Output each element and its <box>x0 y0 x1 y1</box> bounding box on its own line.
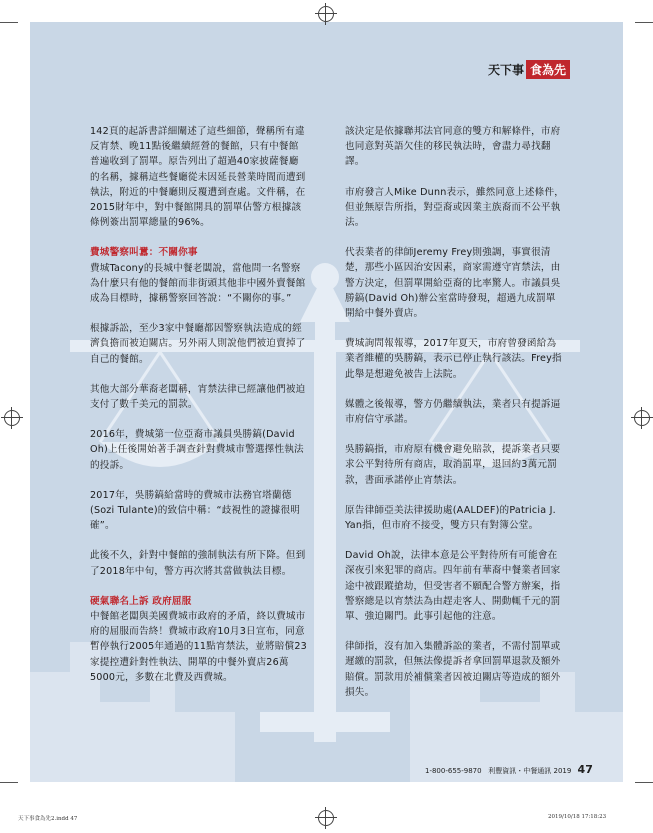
paragraph: 此後不久，針對中餐館的強制執法有所下降。但到了2018年中旬，警方再次將其當做執法目標。 <box>90 550 306 577</box>
registration-mark-icon <box>4 410 20 426</box>
paragraph: 2017年，吳勝鎬給當時的費城市法務官塔蘭德(Sozi Tulante)的致信中稱：“歧視性的證據很明確”。 <box>90 489 301 532</box>
section-tag: 食為先 <box>526 60 570 79</box>
paragraph: 根據訴訟，至少3家中餐廳都因警察執法造成的經濟負擔而被迫關店。另外兩人則說他們被迫賣掉了自己的餐館。 <box>90 323 306 365</box>
page-footer <box>425 763 593 776</box>
paragraph: 中餐館老闆與美國費城市政府的矛盾，終以費城市府的屈服而告終！費城市政府10月3日宣布，同意暫停執行2005年通過的11點宵禁法，並將賠償23家提控遭針對性執法、開單的中餐外賣店26萬5000元，多數在北費及西費城。 <box>90 611 307 683</box>
paragraph: 142頁的起訴書詳細闡述了這些細節，聲稱所有違反宵禁、晚11點後繼續經營的餐館，只有中餐館普遍收到了罰單。原告列出了超過40家披薩餐廳的名稱，據稱這些餐廳從未因延長營業時間而遭到執法，附近的中餐廳則反覆遭到查處。文件稱，在2015財年中，對中餐館開具的罰單佔警方根據該條例簽出罰單總量的96%。 <box>90 126 306 229</box>
paragraph: 原告律師亞美法律援助處(AALDEF)的Patricia J. Yan指，但市府不接受，雙方只有對簿公堂。 <box>345 504 556 532</box>
section-title: 天下事 <box>488 63 525 77</box>
paragraph: 媒體之後報導，警方仍繼續執法，業者只有提訴逼市府信守承諾。 <box>345 398 561 426</box>
print-slug-file: 天下事食為先2.indd 47 <box>18 816 78 822</box>
section-header <box>488 60 570 79</box>
footer-publication: 利豐資訊・中餐通訊 2019 <box>488 767 572 775</box>
registration-mark-icon <box>318 810 334 826</box>
subheading: 硬氣聯名上訴 政府屈服 <box>90 595 192 607</box>
paragraph: 市府發言人Mike Dunn表示，雖然同意上述條件，但並無原告所指，對亞裔或因業主族裔而不公平執法。 <box>345 186 565 229</box>
crop-mark <box>635 782 653 783</box>
subheading: 費城警察叫囂：不關你事 <box>90 247 198 259</box>
crop-mark <box>0 782 18 783</box>
page-number: 47 <box>577 763 593 776</box>
crop-mark <box>635 22 653 23</box>
right-column <box>345 124 565 715</box>
paragraph: 其他大部分華裔老闆稱，宵禁法律已經讓他們被迫支付了數千美元的罰款。 <box>90 383 306 411</box>
paragraph: 費城詢問報報導，2017年夏天，市府曾發函給為業者維權的吳勝鎬，表示已停止執行該法。Frey指此舉是想避免被告上法院。 <box>345 338 562 380</box>
registration-mark-icon <box>634 410 650 426</box>
paragraph: 該決定是依據聯邦法官同意的雙方和解條件，市府也同意對英語欠佳的移民執法時，會盡力尋找翻譯。 <box>345 126 561 168</box>
registration-mark-icon <box>318 6 334 22</box>
paragraph: 律師指，沒有加入集體訴訟的業者，不需付罰單或遲繳的罰款，但無法像提訴者拿回罰單退款及額外賠償。罰款用於補償業者因被迫關店等造成的額外損失。 <box>345 641 561 698</box>
footer-phone: 1-800-655-9870 <box>425 767 482 775</box>
paragraph: David Oh說，法律本意是公平對待所有可能會在深夜引來犯罪的商店。四年前有華裔中餐業者回家途中被跟蹤搶劫，但受害者不願配合警方辦案，指警察總是以宵禁法為由趕走客人、開動輒千元的罰單、強迫關門。此事引起他的注意。 <box>345 550 561 623</box>
print-slug-date: 2019/10/18 17:18:23 <box>548 814 607 820</box>
paragraph: 2016年，費城第一位亞裔市議員吳勝鎬(David Oh)上任後開始著手調查針對費城市警選擇性執法的投訴。 <box>90 429 304 471</box>
crop-mark <box>0 22 18 23</box>
left-column <box>90 124 308 700</box>
paragraph: 吳勝鎬指，市府原有機會避免賠款，提訴業者只要求公平對待所有商店，取消罰單，退回約3萬元罰款，書面承諾停止宵禁法。 <box>345 444 561 486</box>
paragraph: 代表業者的律師Jeremy Frey則強調，事實很清楚，那些小區因治安因素，商家需遵守宵禁法，由警方決定，但罰單開給亞裔的比率驚人。市議員吳勝鎬(David Oh)辦公室當時發現，超過九成罰單開給中餐外賣店。 <box>345 247 561 320</box>
paragraph: 費城Tacony的長城中餐老闆說，當他問一名警察為什麼只有他的餐館而非街頭其他非中國外賣餐館成為目標時，據稱警察回答說：“不關你的事。” <box>90 262 306 305</box>
